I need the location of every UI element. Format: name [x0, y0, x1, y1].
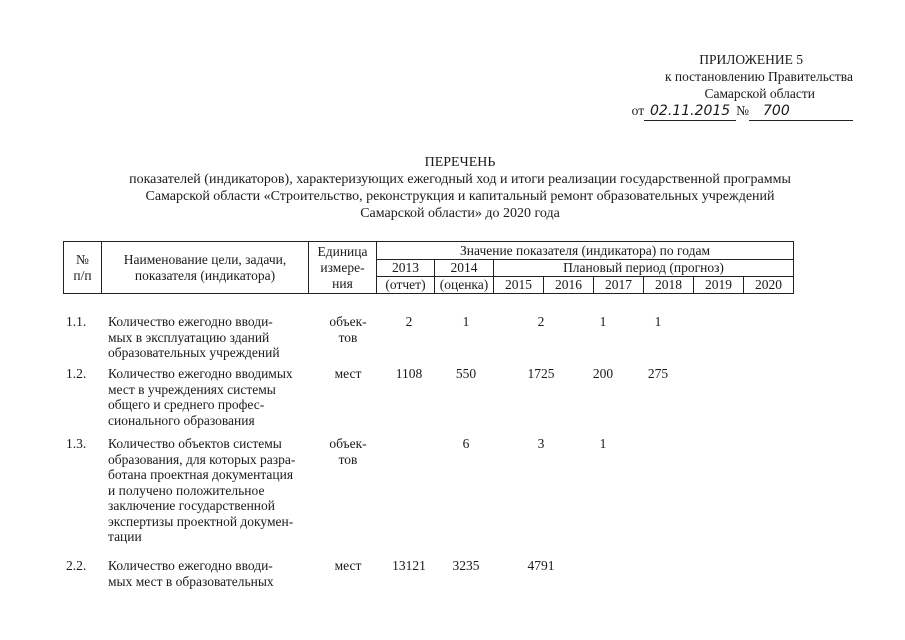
- value-2017: 275: [647, 366, 669, 381]
- value-2015: 2: [537, 314, 545, 329]
- col-2015-header: 2015: [494, 277, 544, 294]
- col-2017-header: 2017: [594, 277, 644, 294]
- col-no-header: № п/п: [64, 242, 102, 294]
- value-2016: 1: [599, 436, 607, 451]
- value-2014: 1: [462, 314, 470, 329]
- from-label: от: [631, 103, 645, 118]
- heading-line-1: показателей (индикаторов), характеризующих ежегодный ход и итоги реализации государственной программы: [129, 172, 791, 187]
- row-unit: мест: [334, 558, 362, 573]
- row-indicator-name: Количество объектов системы образования, для которых разра- ботана проектная документация и получено положительное заключение государственной экспертизы проектной докумен- тации: [108, 436, 296, 544]
- appendix-date-number: [593, 102, 853, 121]
- col-2018-header: 2018: [644, 277, 694, 294]
- col-2014-note: (оценка): [435, 277, 494, 294]
- row-unit: мест: [334, 366, 362, 381]
- plan-group-header: Плановый период (прогноз): [494, 260, 794, 277]
- appendix-title: ПРИЛОЖЕНИЕ 5: [699, 52, 803, 67]
- value-2013: 13121: [392, 558, 426, 573]
- value-2016: 1: [599, 314, 607, 329]
- col-2016-header: 2016: [544, 277, 594, 294]
- value-2015: 4791: [527, 558, 555, 573]
- col-name-header: Наименование цели, задачи, показателя (индикатора): [102, 242, 309, 294]
- row-number: 1.3.: [66, 436, 87, 451]
- value-2014: 6: [462, 436, 470, 451]
- appendix-decree: к постановлению Правительства: [664, 69, 853, 84]
- handwritten-number: 700: [749, 103, 853, 121]
- value-2017: 1: [654, 314, 662, 329]
- value-2016: 200: [592, 366, 614, 381]
- row-indicator-name: Количество ежегодно вводи- мых в эксплуатацию зданий образовательных учреждений: [108, 314, 280, 360]
- row-number: 1.1.: [66, 314, 87, 329]
- value-2013: 1108: [395, 366, 423, 381]
- heading-line-3: Самарской области» до 2020 года: [360, 206, 560, 221]
- row-number: 1.2.: [66, 366, 87, 381]
- col-2020-header: 2020: [744, 277, 794, 294]
- appendix-region: Самарской области: [704, 86, 815, 101]
- value-2014: 3235: [452, 558, 480, 573]
- document-heading: [60, 154, 860, 222]
- number-label: №: [736, 103, 749, 118]
- col-2014-header: 2014: [435, 260, 494, 277]
- handwritten-date: 02.11.2015: [644, 103, 736, 121]
- row-indicator-name: Количество ежегодно вводимых мест в учреждениях системы общего и среднего профес- сионального образования: [108, 366, 293, 428]
- col-2013-header: 2013: [377, 260, 435, 277]
- row-unit: объек- тов: [329, 314, 367, 345]
- value-2015: 1725: [527, 366, 555, 381]
- row-unit: объек- тов: [329, 436, 367, 467]
- col-2019-header: 2019: [694, 277, 744, 294]
- page-title: ПЕРЕЧЕНЬ: [424, 155, 496, 170]
- row-number: 2.2.: [66, 558, 87, 573]
- appendix-block: [593, 51, 853, 121]
- value-2014: 550: [455, 366, 477, 381]
- col-unit-header: Единица измере-ния: [309, 242, 377, 294]
- row-indicator-name: Количество ежегодно вводи- мых мест в образовательных: [108, 558, 274, 589]
- value-2015: 3: [537, 436, 545, 451]
- indicators-table-header: [63, 241, 794, 294]
- col-2013-note: (отчет): [377, 277, 435, 294]
- values-group-header: Значение показателя (индикатора) по годам: [377, 242, 794, 260]
- value-2013: 2: [405, 314, 413, 329]
- heading-line-2: Самарской области «Строительство, реконструкция и капитальный ремонт образовательных учреждений: [145, 189, 775, 204]
